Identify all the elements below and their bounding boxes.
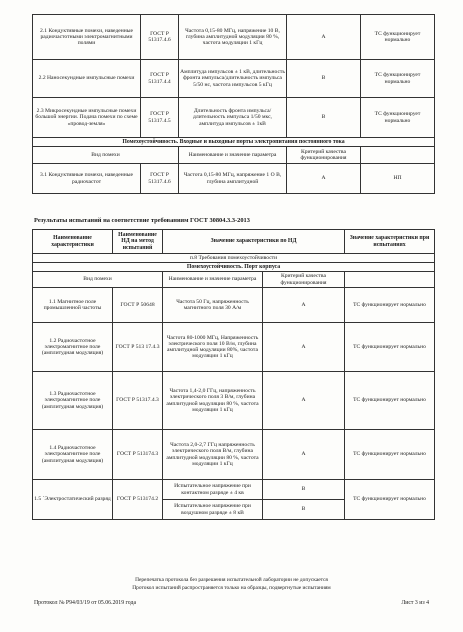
header-nd-value: Значение характеристики по НД <box>163 230 345 254</box>
table-row <box>33 98 435 138</box>
cell-name: 1.2 Радиочастотное электромагнитное поле (амплитудная модуляция) <box>33 323 113 372</box>
cell-value: Частота 2,0-2,7 ГГц напряженность электрического поля В/м, глубина амплитудной модуляции 80 %, частота модуляции 1 кГц <box>163 430 263 480</box>
section-row <box>33 263 435 272</box>
emc-table-continued <box>32 14 435 194</box>
cell-standard: ГОСТ Р 51317.4.6 <box>141 164 179 194</box>
footer-page-number: Лист 3 из 4 <box>401 600 429 606</box>
table-row <box>33 480 435 500</box>
cell-value: Длительность фронта импульса/длительность импульса 1/50 мкс, амплитуда импульсов ± 1кВ <box>179 98 287 138</box>
header-row <box>33 230 435 254</box>
header-test-value: Значение характеристики при испытаниях <box>345 230 435 254</box>
table-row <box>33 372 435 430</box>
subheader-blank <box>345 272 435 288</box>
cell-criterion: А <box>287 15 361 60</box>
subheader-criterion: Критерий качества функционирования <box>287 147 361 164</box>
cell-value: Частота 0,15-80 МГц, напряжение 10 В, глубина амплитудной модуляции 80 %, частота модуляции 1 кГц <box>179 15 287 60</box>
cell-result: ТС функционирует нормально <box>361 15 435 60</box>
cell-standard: ГОСТ Р 513174.2 <box>113 480 163 520</box>
subheader-value: Наименование и значение параметра <box>179 147 287 164</box>
cell-result: ТС функционирует нормально <box>345 323 435 372</box>
cell-name: 1.1 Магнитное поле промышленной частоты <box>33 288 113 323</box>
footnote-reprint: Перепечатка протокола без разрешения испытательной лаборатории не допускается <box>135 577 328 583</box>
subheader-value: Наименование и значение параметра <box>163 272 263 288</box>
section-title: Результаты испытаний на соответствие требованиям ГОСТ 30804.3.3-2013 <box>34 217 250 224</box>
cell-value: Частота 50 Гц, напряженность магнитного поля 30 А/м <box>163 288 263 323</box>
cell-criterion: А <box>263 323 345 372</box>
cell-criterion: А <box>287 164 361 194</box>
emc-table-gost-30804 <box>32 229 435 520</box>
cell-result: НП <box>361 164 435 194</box>
subheader-blank <box>361 147 435 164</box>
cell-result: ТС функционирует нормально <box>345 430 435 480</box>
cell-standard: ГОСТ Р 51317.4.6 <box>141 15 179 60</box>
cell-criterion-contact: В <box>263 480 345 500</box>
subheader-criterion: Критерий качества функционирования <box>263 272 345 288</box>
cell-criterion: А <box>263 430 345 480</box>
table-row <box>33 430 435 480</box>
section-requirements: п.8 Требования помехоустойчивости <box>33 254 435 263</box>
cell-name: 1.3 Радиочастотное электромагнитное поле (амплитудная модуляция) <box>33 372 113 430</box>
table-row <box>33 164 435 194</box>
cell-name: 2.1 Кондуктивные помехи, наведенные радиочастотными электромагнитными полями <box>33 15 141 60</box>
section-enclosure-port: Помехоустойчивость. Порт корпуса <box>33 263 435 272</box>
cell-value: Амплитуда импульсов ± 1 кВ, длительность фронта импульса/длительность импульса 5/50 нс, частота импульсов 5 кГц <box>179 60 287 98</box>
section-row <box>33 138 435 147</box>
cell-result: ТС функционирует нормально <box>345 288 435 323</box>
footer-protocol-number: Протокол № Р94/03/19 от 05.06.2019 года <box>34 600 137 606</box>
cell-value: Частота 80-1000 МГц, Напряженность электрического поля 10 В/м, глубина амплитудной модуляции 80%, частота модуляции 1 кГц <box>163 323 263 372</box>
cell-standard: ГОСТ Р 51317.4.5 <box>141 98 179 138</box>
cell-criterion: В <box>287 60 361 98</box>
footnote-scope: Протокол испытаний распространяется только на образцы, подвергнутые испытаниям <box>132 585 331 591</box>
subheader-type: Вид помехи <box>33 272 163 288</box>
table-row <box>33 288 435 323</box>
section-dc-ports: Помехоустойчивость. Входные и выходные порты электропитания постоянного тока <box>33 138 435 147</box>
subheader-row <box>33 147 435 164</box>
subheader-type: Вид помехи <box>33 147 179 164</box>
cell-criterion: А <box>263 372 345 430</box>
cell-result: ТС функционирует нормально <box>361 60 435 98</box>
cell-standard: ГОСТ Р 50648 <box>113 288 163 323</box>
cell-criterion-air: В <box>263 500 345 520</box>
cell-standard: ГОСТ Р 513 17.4.3 <box>113 323 163 372</box>
cell-value-contact: Испытательное напряжение при контактном разряде ± 4 кв <box>163 480 263 500</box>
cell-standard: ГОСТ Р 51317.4.4 <box>141 60 179 98</box>
header-method-standard: Наименование НД на метод испытаний <box>113 230 163 254</box>
cell-result: ТС функционирует нормально <box>345 480 435 520</box>
cell-name: 3.1 Кондуктивные помехи, наведенные радиочастот <box>33 164 141 194</box>
cell-name: 1.4 Радиочастотное электромагнитное поле (амплитудная модуляция) <box>33 430 113 480</box>
cell-name: 1.5 `Электростатический разряд <box>33 480 113 520</box>
cell-name: 2.2 Наносекундные импульсные помехи <box>33 60 141 98</box>
cell-criterion: В <box>287 98 361 138</box>
cell-criterion: А <box>263 288 345 323</box>
section-row <box>33 254 435 263</box>
cell-result: ТС функционирует нормально <box>361 98 435 138</box>
subheader-row <box>33 272 435 288</box>
cell-value: Частота 0,15-80 МГц, напряжение 1 О В, глубина амплитудной <box>179 164 287 194</box>
cell-standard: ГОСТ Р 51317.4.3 <box>113 372 163 430</box>
cell-result: ТС функционирует нормально <box>345 372 435 430</box>
cell-value: Частота 1,4-2,0 ГГц, напряженность электрического поля 3 В/м, глубина амплитудной модуляции 80 %, частота модуляции 1 кГц <box>163 372 263 430</box>
cell-name: 2.3 Микросекундные импульсные помехи большой энергии. Подача помехи по схеме «провод-земля» <box>33 98 141 138</box>
table-row <box>33 60 435 98</box>
cell-standard: ГОСТ Р 513174.3 <box>113 430 163 480</box>
header-characteristic: Наименование характеристики <box>33 230 113 254</box>
cell-value-air: Испытательное напряжение при воздушном разряде ± 8 кВ <box>163 500 263 520</box>
table-row <box>33 15 435 60</box>
table-row <box>33 323 435 372</box>
